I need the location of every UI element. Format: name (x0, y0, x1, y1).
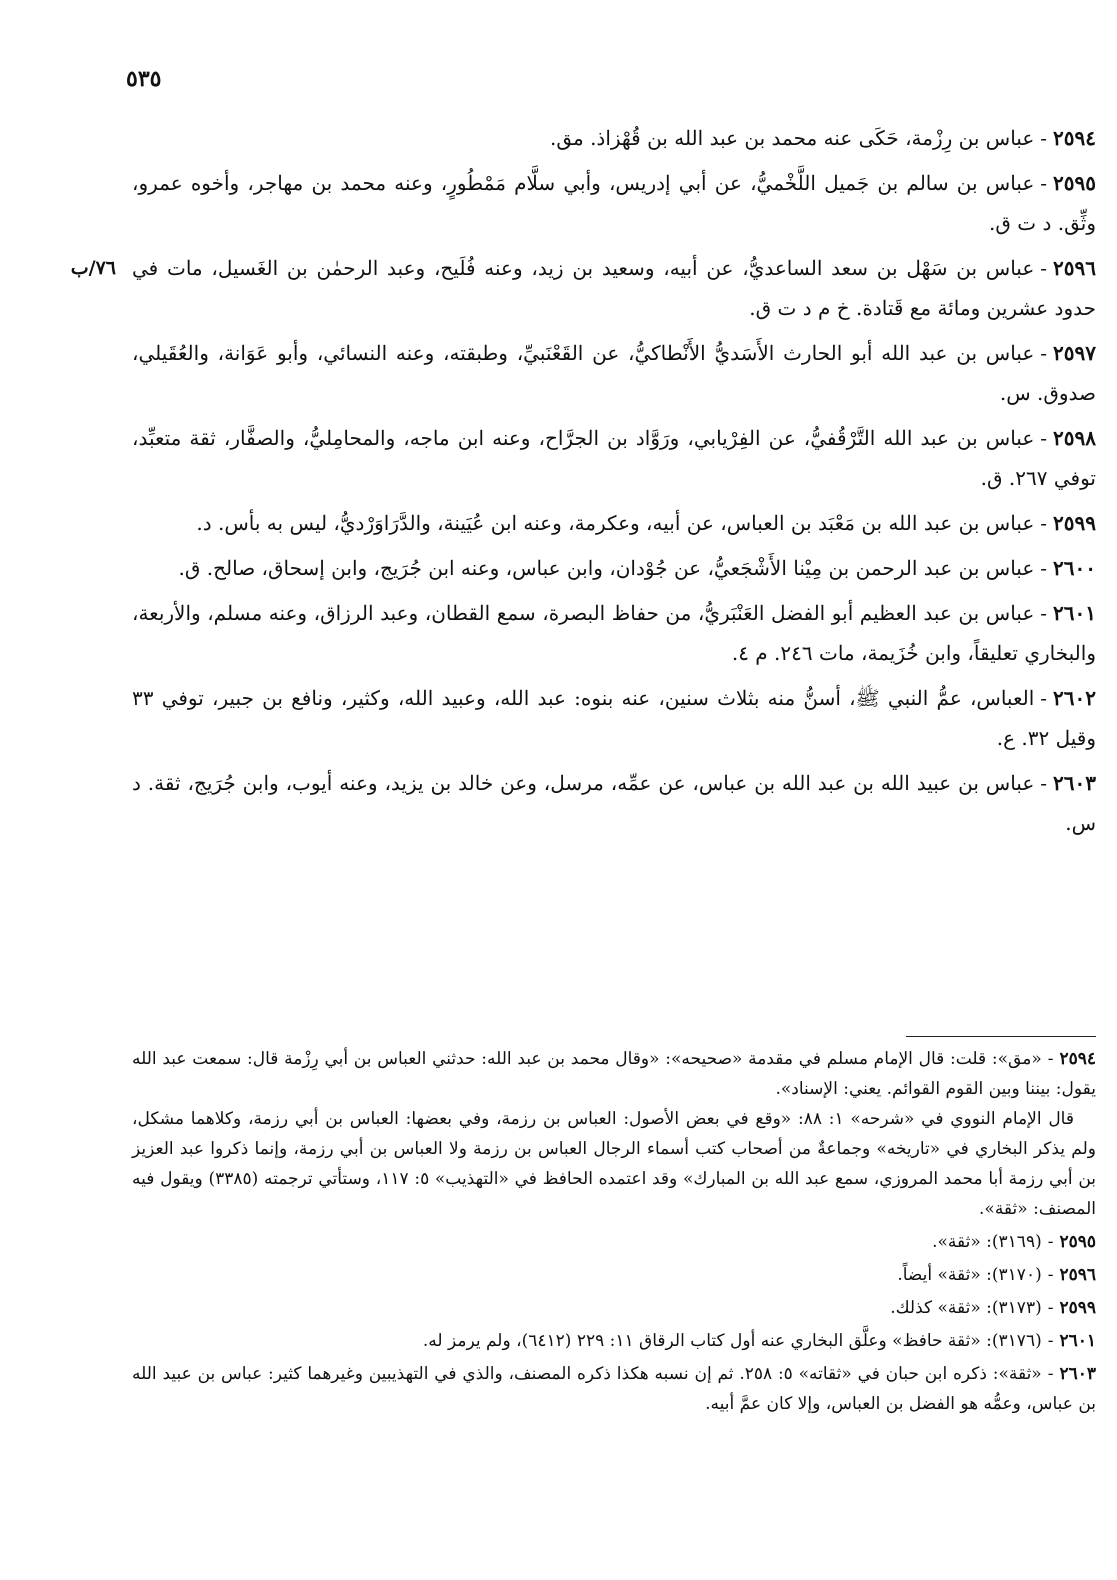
entry-text: عباس بن عبيد الله بن عبد الله بن عباس، عن عمِّه، مرسل، وعن خالد بن يزيد، وعنه أيوب، وابن جُرَيج، ثقة. د س. (132, 771, 1096, 835)
entry-number: ٢٥٩٥ (1053, 171, 1096, 195)
footnote-text: (٣١٧٠): «ثقة» أيضاً. (897, 1265, 1042, 1285)
entry-2598 (132, 418, 1096, 498)
footnote-text: (٣١٧٦): «ثقة حافظ» وعلَّق البخاري عنه أول كتاب الرقاق ١١: ٢٢٩ (٦٤١٢)، ولم يرمز له. (422, 1331, 1042, 1351)
footnote-2595 (132, 1227, 1096, 1257)
footnote-number: ٢٥٩٦ (1059, 1265, 1096, 1285)
footnote-2601 (132, 1326, 1096, 1356)
page-number: ٥٣٥ (126, 66, 162, 92)
footnote-number: ٢٥٩٤ (1059, 1049, 1096, 1069)
entry-number: ٢٥٩٤ (1053, 126, 1096, 150)
entry-2594 (132, 118, 1096, 158)
entry-number: ٢٥٩٦ (1053, 256, 1096, 280)
entry-dash: - (1040, 511, 1048, 535)
entry-2597 (132, 333, 1096, 413)
entry-dash: - (1040, 556, 1048, 580)
footnote-2594 (132, 1044, 1096, 1224)
entry-2599 (132, 503, 1096, 543)
footnote-text: «ثقة»: ذكره ابن حبان في «ثقاته» ٥: ٢٥٨. ثم إن نسبه هكذا ذكره المصنف، والذي في التهذيبين وغيرهما كثير: عباس بن عبيد الله بن عباس، وعمُّه هو الفضل بن العباس، وإلا كان عمَّ أبيه. (132, 1364, 1096, 1414)
entry-text: عباس بن عبد الله بن مَعْبَد بن العباس، عن أبيه، وعكرمة، وعنه ابن عُيَينة، والدَّرَاوَرْديُّ، ليس به بأس. د. (196, 511, 1035, 535)
entry-2600 (132, 548, 1096, 588)
manuscript-folio-ref: ٧٦/ب (70, 257, 116, 279)
footnote-dash: - (1047, 1364, 1054, 1384)
entry-dash: - (1040, 426, 1048, 450)
entry-number: ٢٦٠٠ (1053, 556, 1096, 580)
footnote-number: ٢٦٠٣ (1059, 1364, 1096, 1384)
entry-number: ٢٦٠٢ (1053, 686, 1096, 710)
biography-entries (70, 118, 1096, 848)
footnote-number: ٢٦٠١ (1059, 1331, 1096, 1351)
footnote-2599 (132, 1293, 1096, 1323)
entry-dash: - (1040, 256, 1048, 280)
entry-number: ٢٥٩٨ (1053, 426, 1096, 450)
footnote-paragraph: قال الإمام النووي في «شرحه» ١: ٨٨: «وقع في بعض الأصول: العباس بن رزمة، وفي بعضها: العباس بن أبي رزمة، وكلاهما مشكل، ولم يذكر البخاري في «تاريخه» وجماعةٌ من أصحاب كتب أسماء الرجال العباس بن رزمة ولا العباس بن أبي رزمة، وإنما ذكروا عبد العزيز بن أبي رزمة أبا محمد المروزي، سمع عبد الله بن المبارك» وقد اعتمده الحافظ في «التهذيب» ٥: ١١٧، وستأتي ترجمته (٣٣٨٥) ويقول فيه المصنف: «ثقة». (132, 1109, 1097, 1219)
footnote-number: ٢٥٩٩ (1059, 1298, 1096, 1318)
footnote-dash: - (1047, 1232, 1054, 1252)
footnote-dash: - (1047, 1331, 1054, 1351)
entry-text: عباس بن سَهْل بن سعد الساعديُّ، عن أبيه، وسعيد بن زيد، وعنه فُلَيح، وعبد الرحمٰن بن الغَسيل، مات في حدود عشرين ومائة مع قَتادة. خ م د ت ق. (132, 256, 1096, 320)
entry-text: عباس بن عبد الله أبو الحارث الأَسَديُّ الأَنْطاكيُّ، عن القَعْنَبيِّ، وطبقته، وعنه النسائي، وأبو عَوَانة، والعُقَيلي، صدوق. س. (132, 341, 1096, 405)
footnote-dash: - (1047, 1298, 1054, 1318)
footnote-2596 (132, 1260, 1096, 1290)
footnote-dash: - (1047, 1265, 1054, 1285)
entry-text: العباس، عمُّ النبي ﷺ، أسنُّ منه بثلاث سنين، عنه بنوه: عبد الله، وعبيد الله، وكثير، ونافع بن جبير، توفي ٣٣ وقيل ٣٢. ع. (132, 686, 1096, 750)
entry-2595 (132, 163, 1096, 243)
entry-number: ٢٥٩٧ (1053, 341, 1096, 365)
entry-number: ٢٥٩٩ (1053, 511, 1096, 535)
footnote-text: «مق»: قلت: قال الإمام مسلم في مقدمة «صحيحه»: «وقال محمد بن عبد الله: حدثني العباس بن أبي رِزْمة قال: سمعت عبد الله يقول: بيننا وبين القوم القوائم. يعني: الإسناد». (132, 1049, 1096, 1099)
entry-dash: - (1040, 171, 1048, 195)
entry-2603 (132, 763, 1096, 843)
entry-dash: - (1040, 771, 1048, 795)
footnote-number: ٢٥٩٥ (1059, 1232, 1096, 1252)
footnote-text: (٣١٦٩): «ثقة». (932, 1232, 1042, 1252)
entry-2596 (70, 248, 1096, 328)
entry-dash: - (1040, 601, 1048, 625)
entry-text: عباس بن رِزْمة، حَكَى عنه محمد بن عبد الله بن قُهْزاذ. مق. (549, 126, 1035, 150)
entry-dash: - (1040, 341, 1048, 365)
footnote-divider (906, 1036, 1096, 1037)
footnote-2603 (132, 1359, 1096, 1419)
entry-dash: - (1040, 126, 1048, 150)
entry-dash: - (1040, 686, 1048, 710)
entry-2601 (132, 593, 1096, 673)
entry-number: ٢٦٠٣ (1053, 771, 1096, 795)
entry-text: عباس بن عبد العظيم أبو الفضل العَنْبَريُّ، من حفاظ البصرة، سمع القطان، وعبد الرزاق، وعنه مسلم، والأربعة، والبخاري تعليقاً، وابن خُزَيمة، مات ٢٤٦. م ٤. (132, 601, 1096, 665)
footnote-text: (٣١٧٣): «ثقة» كذلك. (890, 1298, 1042, 1318)
footnote-dash: - (1047, 1049, 1054, 1069)
entry-text: عباس بن عبد الله التَّرْقُفيُّ، عن الفِرْيابي، ورَوَّاد بن الجرَّاح، وعنه ابن ماجه، والمحامِليُّ، والصفَّار، ثقة متعبِّد، توفي ٢٦٧. ق. (132, 426, 1096, 490)
entry-2602 (132, 678, 1096, 758)
footnotes (132, 1044, 1096, 1422)
entry-text: عباس بن عبد الرحمن بن مِيْنا الأَشْجَعيُّ، عن جُوْدان، وابن عباس، وعنه ابن جُرَيج، وابن إسحاق، صالح. ق. (178, 556, 1035, 580)
entry-text: عباس بن سالم بن جَميل اللَّخْميُّ، عن أبي إدريس، وأبي سلَّام مَمْطُورٍ، وعنه محمد بن مهاجر، وأخوه عمرو، وثِّق. د ت ق. (132, 171, 1096, 235)
entry-number: ٢٦٠١ (1053, 601, 1096, 625)
